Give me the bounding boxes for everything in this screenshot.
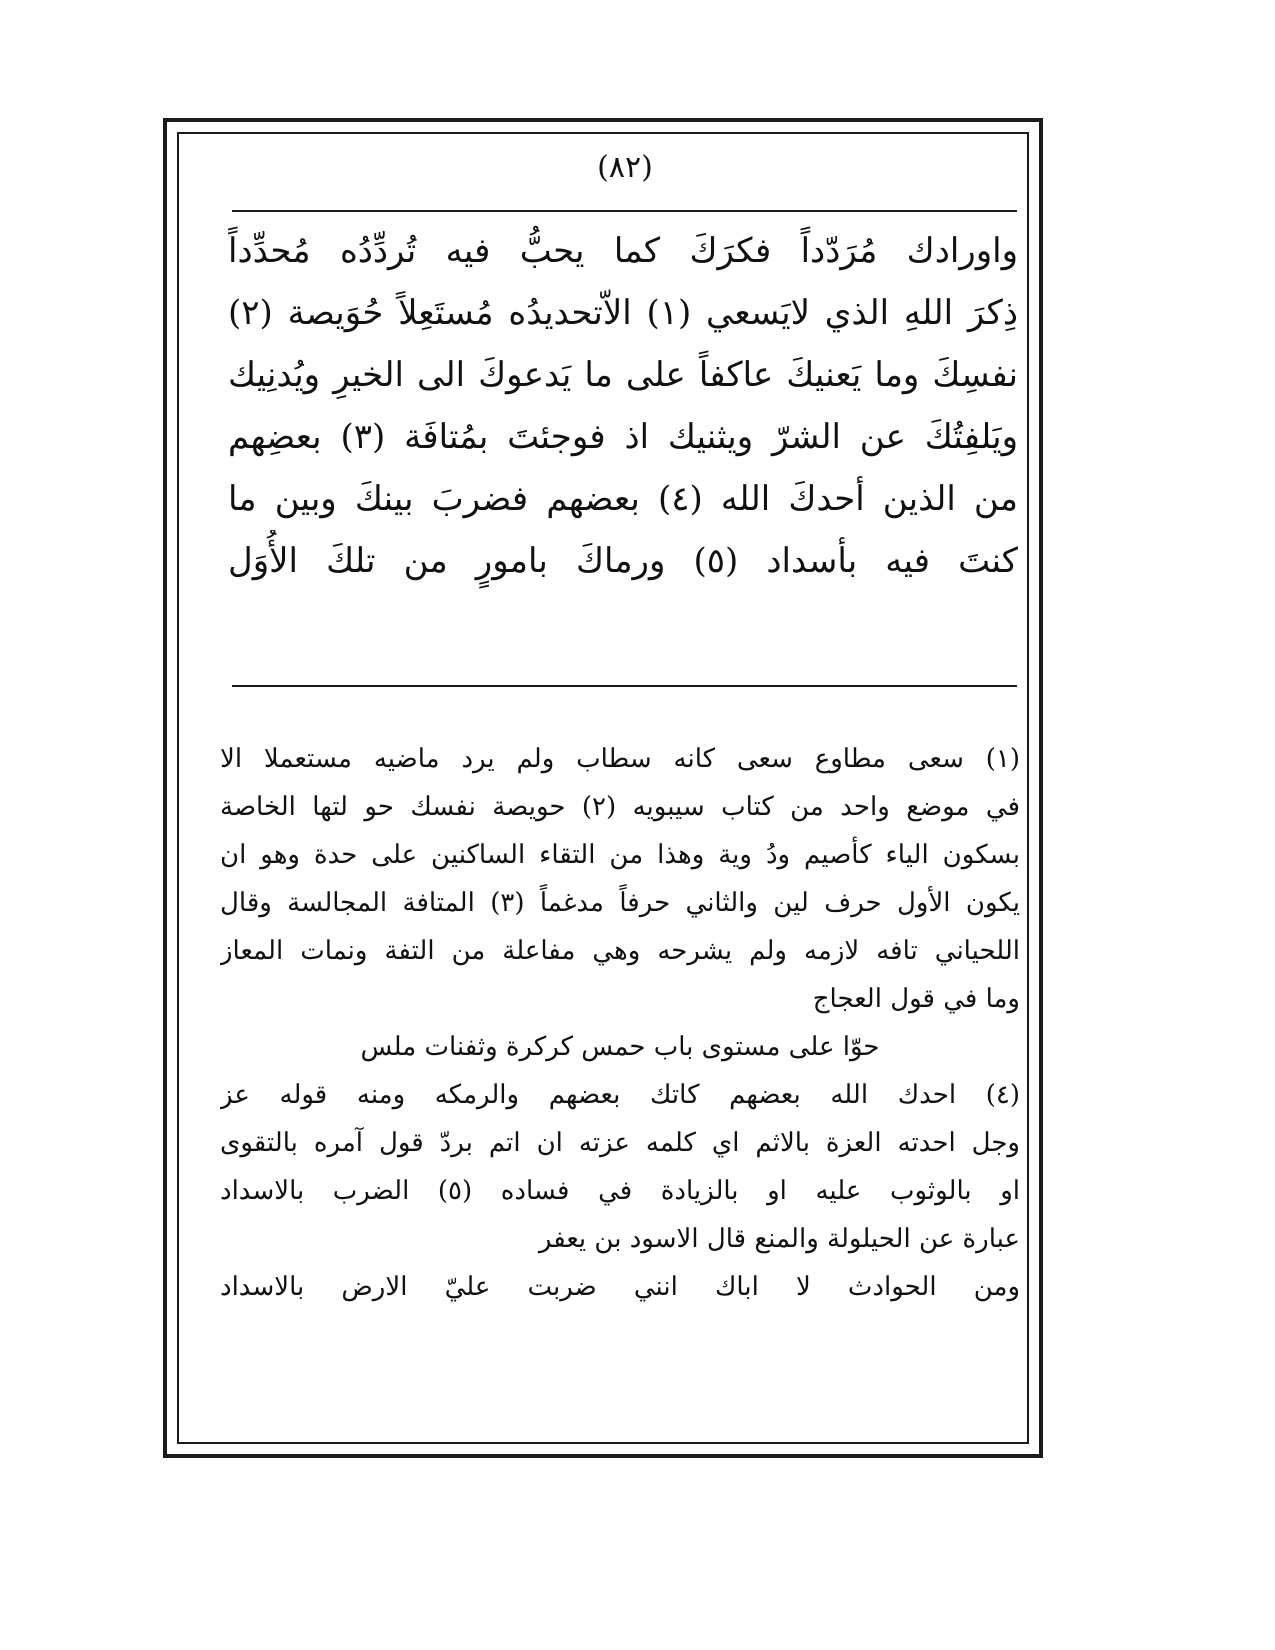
footnote-line: (٤) احدك الله بعضهم كاتك بعضهم والرمكه ومنه قوله عز	[220, 1080, 1020, 1110]
header-rule	[232, 210, 1017, 212]
footnotes	[220, 735, 1020, 1311]
footnote-line: عبارة عن الحيلولة والمنع قال الاسود بن يعفر	[538, 1224, 1020, 1254]
footnote-verse: حوّا على مستوى باب حمس كركرة وثفنات ملس	[360, 1032, 880, 1062]
main-text-line: ويَلفِتُكَ عن الشرّ ويثنيك اذ فوجئتَ بمُتافَة (٣) بعضِهم	[228, 417, 1018, 457]
page-number: (٨٢)	[597, 150, 653, 185]
footnote-line: اللحياني تافه لازمه ولم يشرحه وهي مفاعلة من التفة ونمات المعاز	[220, 936, 1020, 966]
footnote-separator	[232, 685, 1017, 687]
main-text-line: ذِكرَ اللهِ الذي لايَسعي (١) الاّتحديدُه مُستَعِلاً حُوَيصة (٢)	[228, 293, 1018, 333]
footnote-line: وجل احدته العزة بالاثم اي كلمه عزته ان اتم بردّ قول آمره بالتقوى	[220, 1128, 1020, 1158]
footnote-line: او بالوثوب عليه او بالزيادة في فساده (٥) الضرب بالاسداد	[220, 1176, 1020, 1206]
footnote-line: يكون الأول حرف لين والثاني حرفاً مدغماً (٣) المتافة المجالسة وقال	[220, 888, 1020, 918]
main-text-line: نفسِكَ وما يَعنيكَ عاكفاً على ما يَدعوكَ الى الخيرِ ويُدنِيك	[228, 355, 1018, 395]
main-text-line: كنتَ فيه بأسداد (٥) ورماكَ بامورٍ من تلكَ الأُوَل	[228, 541, 1018, 581]
footnote-line: وما في قول العجاج	[812, 984, 1020, 1014]
main-text-line: من الذين أحدكَ الله (٤) بعضهم فضربَ بينكَ وبين ما	[228, 479, 1018, 519]
footnote-line: (١) سعى مطاوع سعى كانه سطاب ولم يرد ماضيه مستعملا الا	[220, 744, 1020, 774]
footnote-line: بسكون الياء كأصيم ودُ وية وهذا من التقاء الساكنين على حدة وهو ان	[220, 840, 1020, 870]
main-text-line: واورادك مُرَدّداً فكرَكَ كما يحبُّ فيه تُردِّدُه مُحدِّداً	[228, 231, 1018, 271]
main-text	[228, 220, 1018, 592]
footnote-line: في موضع واحد من كتاب سيبويه (٢) حويصة نفسك حو لتها الخاصة	[220, 792, 1020, 822]
footnote-verse: ومن الحوادث لا اباك انني ضربت عليّ الارض بالاسداد	[220, 1272, 1020, 1302]
